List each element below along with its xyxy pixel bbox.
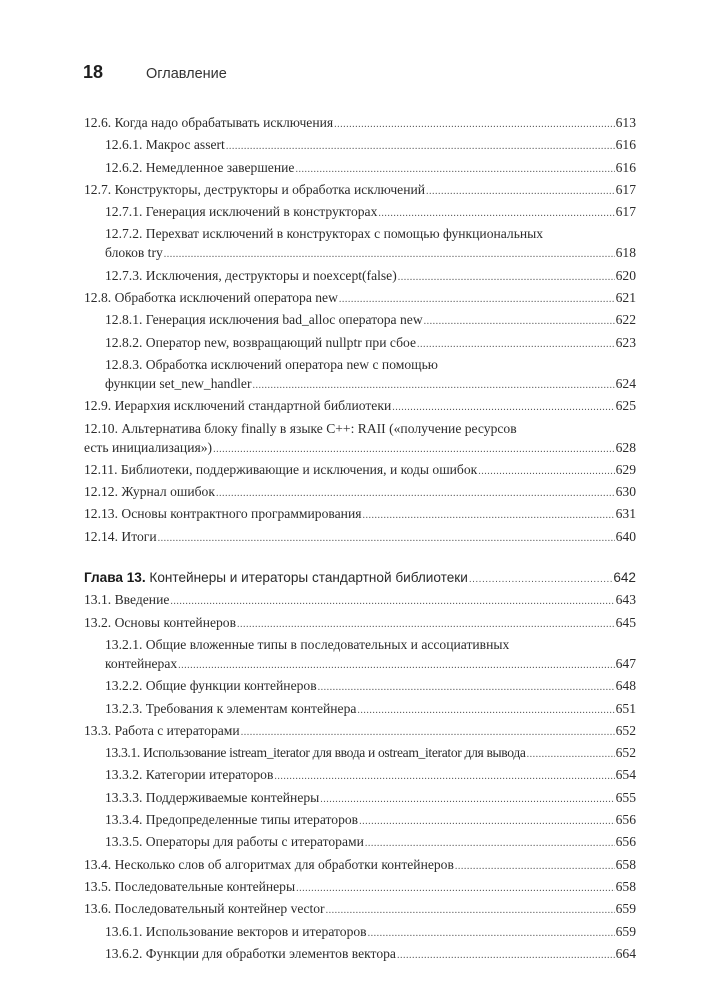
toc-entry-13-3[interactable]: 13.3. Работа с итераторами ..... 652 xyxy=(84,721,636,743)
leader-dots xyxy=(339,290,615,310)
toc-entry-13-3-2[interactable]: 13.3.2. Категории итераторов ..... 654 xyxy=(84,765,636,787)
page-ref: 616 xyxy=(615,137,636,153)
page-ref: 656 xyxy=(615,812,636,828)
page-ref: 618 xyxy=(615,245,636,261)
page-ref: 629 xyxy=(615,461,636,477)
leader-dots xyxy=(295,160,614,180)
leader-dots xyxy=(368,924,615,944)
leader-dots xyxy=(274,767,614,787)
page-ref: 651 xyxy=(615,700,636,716)
leader-dots xyxy=(170,592,614,612)
leader-dots xyxy=(359,812,615,832)
page-ref: 623 xyxy=(615,334,636,350)
toc-entry-13-6-1[interactable]: 13.6.1. Использование векторов и итераторов ..... 659 xyxy=(84,922,636,944)
leader-dots xyxy=(164,245,615,265)
page-ref: 647 xyxy=(615,655,636,671)
toc-entry-13-1[interactable]: 13.1. Введение ..... 643 xyxy=(84,590,636,612)
toc-entry-13-3-4[interactable]: 13.3.4. Предопределенные типы итераторов ..... 656 xyxy=(84,810,636,832)
leader-dots xyxy=(213,440,615,460)
table-of-contents xyxy=(84,113,636,966)
leader-dots xyxy=(455,857,615,877)
leader-dots xyxy=(426,182,615,202)
leader-dots xyxy=(362,506,614,526)
page-ref: 620 xyxy=(615,267,636,283)
page-ref: 613 xyxy=(615,115,636,130)
page-ref: 648 xyxy=(615,678,636,694)
leader-dots xyxy=(296,879,614,899)
toc-entry-12-7[interactable]: 12.7. Конструкторы, деструкторы и обработка исключений ..... 617 xyxy=(84,180,636,202)
leader-dots xyxy=(365,834,615,854)
leader-dots xyxy=(252,376,614,396)
leader-dots xyxy=(378,204,614,224)
page-ref: 654 xyxy=(615,767,636,783)
leader-dots xyxy=(178,656,614,676)
toc-entry-12-8-3[interactable]: 12.8.3. Обработка исключений оператора new с помощью функции set_new_handler ..... 624 xyxy=(84,355,636,396)
leader-dots xyxy=(226,137,615,157)
toc-entry-12-6[interactable]: 12.6. Когда надо обрабатывать исключения ..... 613 xyxy=(84,113,636,135)
page-ref: 652 xyxy=(615,722,636,738)
toc-entry-12-13[interactable]: 12.13. Основы контрактного программирования ..... 631 xyxy=(84,504,636,526)
page-ref: 658 xyxy=(615,856,636,872)
toc-entry-12-7-3[interactable]: 12.7.3. Исключения, деструкторы и noexcept(false) ..... 620 xyxy=(84,266,636,288)
page-ref: 625 xyxy=(615,398,636,414)
toc-entry-12-7-2[interactable]: 12.7.2. Перехват исключений в конструкторах с помощью функциональных блоков try ..... 618 xyxy=(84,224,636,265)
toc-entry-13-2-1[interactable]: 13.2.1. Общие вложенные типы в последовательных и ассоциативных контейнерах ..... 647 xyxy=(84,635,636,676)
toc-entry-12-6-2[interactable]: 12.6.2. Немедленное завершение ..... 616 xyxy=(84,158,636,180)
page-ref: 645 xyxy=(615,614,636,630)
page-ref: 652 xyxy=(615,745,636,761)
page-ref: 624 xyxy=(615,375,636,391)
page-ref: 642 xyxy=(613,570,636,586)
toc-entry-13-3-1[interactable]: 13.3.1. Использование istream_iterator для ввода и ostream_iterator для вывода ..... 652 xyxy=(84,743,636,765)
toc-entry-13-5[interactable]: 13.5. Последовательные контейнеры ..... 658 xyxy=(84,877,636,899)
toc-entry-13-6-2[interactable]: 13.6.2. Функции для обработки элементов вектора ..... 664 xyxy=(84,944,636,966)
toc-entry-13-3-3[interactable]: 13.3.3. Поддерживаемые контейнеры ..... 655 xyxy=(84,788,636,810)
page-ref: 659 xyxy=(615,923,636,939)
leader-dots xyxy=(237,615,615,635)
toc-entry-12-14[interactable]: 12.14. Итоги ..... 640 xyxy=(84,527,636,549)
page-ref: 640 xyxy=(615,528,636,544)
chapter-label: Глава 13. xyxy=(84,570,146,586)
page-ref: 622 xyxy=(615,312,636,328)
toc-entry-13-2-2[interactable]: 13.2.2. Общие функции контейнеров ..... 648 xyxy=(84,676,636,698)
page-ref: 616 xyxy=(615,159,636,175)
toc-entry-12-8-1[interactable]: 12.8.1. Генерация исключения bad_alloc оператора new ..... 622 xyxy=(84,310,636,332)
page-ref: 617 xyxy=(615,181,636,197)
page-ref: 658 xyxy=(615,878,636,894)
leader-dots xyxy=(320,790,614,810)
page-number: 18 xyxy=(83,62,104,82)
page-ref: 631 xyxy=(615,506,636,522)
leader-dots xyxy=(241,723,615,743)
page-ref: 643 xyxy=(615,592,636,608)
page-header xyxy=(83,62,227,84)
toc-entry-13-3-5[interactable]: 13.3.5. Операторы для работы с итераторами ..... 656 xyxy=(84,832,636,854)
leader-dots xyxy=(357,701,614,721)
page-ref: 664 xyxy=(615,945,636,961)
leader-dots xyxy=(158,529,615,549)
leader-dots xyxy=(318,678,615,698)
toc-entry-12-11[interactable]: 12.11. Библиотеки, поддерживающие и исключения, и коды ошибок ..... 629 xyxy=(84,460,636,482)
leader-dots xyxy=(469,570,612,590)
leader-dots xyxy=(424,312,615,332)
toc-entry-12-12[interactable]: 12.12. Журнал ошибок ..... 630 xyxy=(84,482,636,504)
toc-chapter-13[interactable] xyxy=(84,568,636,590)
toc-entry-13-2[interactable]: 13.2. Основы контейнеров ..... 645 xyxy=(84,613,636,635)
toc-entry-12-9[interactable]: 12.9. Иерархия исключений стандартной библиотеки ..... 625 xyxy=(84,396,636,418)
page-ref: 628 xyxy=(615,439,636,455)
leader-dots xyxy=(397,946,615,966)
leader-dots xyxy=(417,335,615,355)
page-ref: 617 xyxy=(615,204,636,220)
toc-entry-12-10[interactable]: 12.10. Альтернатива блоку finally в языке C++: RAII («получение ресурсов есть инициализация») ..... 628 xyxy=(84,419,636,460)
toc-entry-13-6[interactable]: 13.6. Последовательный контейнер vector ..... 659 xyxy=(84,899,636,921)
leader-dots xyxy=(527,745,615,765)
page-ref: 659 xyxy=(615,901,636,917)
toc-entry-13-4[interactable]: 13.4. Несколько слов об алгоритмах для обработки контейнеров ..... 658 xyxy=(84,855,636,877)
toc-entry-12-6-1[interactable]: 12.6.1. Макрос assert ..... 616 xyxy=(84,135,636,157)
page-ref: 655 xyxy=(615,789,636,805)
leader-dots xyxy=(334,115,614,135)
leader-dots xyxy=(398,268,615,288)
chapter-title: Контейнеры и итераторы стандартной библиотеки xyxy=(149,570,468,586)
leader-dots xyxy=(478,462,614,482)
leader-dots xyxy=(216,484,615,504)
page-ref: 630 xyxy=(615,484,636,500)
toc-entry-12-7-1[interactable]: 12.7.1. Генерация исключений в конструкторах ..... 617 xyxy=(84,202,636,224)
leader-dots xyxy=(326,901,615,921)
page-ref: 656 xyxy=(615,834,636,850)
toc-entry-12-8[interactable]: 12.8. Обработка исключений оператора new ..... 621 xyxy=(84,288,636,310)
leader-dots xyxy=(392,398,614,418)
page-ref: 621 xyxy=(615,290,636,306)
toc-entry-12-8-2[interactable]: 12.8.2. Оператор new, возвращающий nullptr при сбое ..... 623 xyxy=(84,333,636,355)
running-title: Оглавление xyxy=(146,66,227,82)
toc-entry-13-2-3[interactable]: 13.2.3. Требования к элементам контейнера ..... 651 xyxy=(84,699,636,721)
